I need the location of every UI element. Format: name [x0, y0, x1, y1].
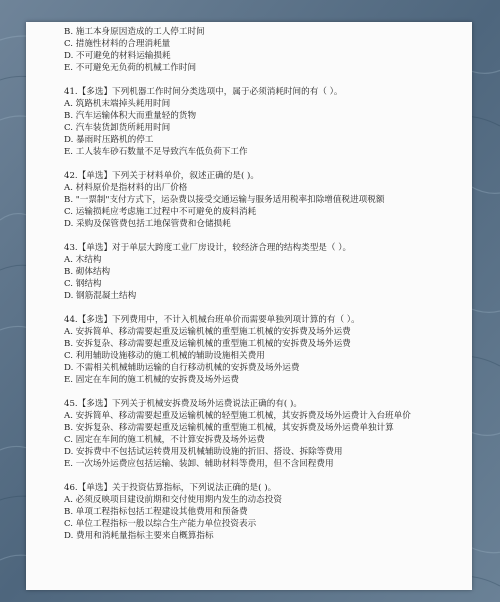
question-42	[64, 170, 464, 230]
option: C. 固定在车间的施工机械，不计算安拆费及场外运费	[64, 435, 265, 445]
option: A. 材料原价是指材料的出厂价格	[64, 183, 188, 193]
option: D. 钢筋混凝土结构	[64, 291, 137, 301]
option: D. 不需相关机械辅助运输的自行移动机械的安拆费及场外运费	[64, 363, 300, 373]
question-stem: 44.【多选】下列费用中，不计入机械台班单价而需要单独列项计算的有（ ）。	[64, 315, 360, 325]
option: C. 利用辅助设施移动的施工机械的辅助设施相关费用	[64, 351, 265, 361]
option: E. 工人装车砂石数量不足导致汽车低负荷下工作	[64, 147, 248, 157]
question-stem: 45.【多选】下列关于机械安拆费及场外运费说法正确的有( )。	[64, 399, 302, 409]
question-46	[64, 482, 464, 542]
question-41	[64, 86, 464, 158]
option: B. 单项工程指标包括工程建设其他费用和预备费	[64, 507, 248, 517]
option: C. 钢结构	[64, 279, 102, 289]
carryover-options	[64, 26, 464, 74]
option: D. 安拆费中不包括试运转费用及机械辅助设施的折旧、搭设、拆除等费用	[64, 447, 343, 457]
question-list	[64, 26, 464, 542]
question-stem: 46.【单选】关于投资估算指标，下列说法正确的是( )。	[64, 483, 277, 493]
option: D. 费用和消耗量指标主要来自概算指标	[64, 531, 214, 541]
option: A. 安拆简单、移动需要起重及运输机械的重型施工机械的安拆费及场外运费	[64, 327, 351, 337]
option: A. 必须反映项目建设前期和交付使用期内发生的动态投资	[64, 495, 282, 505]
option: B. 安拆复杂、移动需要起重及运输机械的重型施工机械的安拆费及场外运费	[64, 339, 351, 349]
option: B. 施工本身原因造成的工人停工时间	[64, 27, 205, 37]
option: A. 安拆简单、移动需要起重及运输机械的轻型施工机械，其安拆费及场外运费计入台班单价	[64, 411, 411, 421]
question-45	[64, 398, 464, 470]
question-stem: 42.【单选】下列关于材料单价，叙述正确的是( )。	[64, 171, 259, 181]
option: A. 木结构	[64, 255, 102, 265]
option: E. 固定在车间的施工机械的安拆费及场外运费	[64, 375, 240, 385]
question-44	[64, 314, 464, 386]
question-stem: 43.【单选】对于单层大跨度工业厂房设计，较经济合理的结构类型是（ ）。	[64, 243, 352, 253]
question-stem: 41.【多选】下列机器工作时间分类选项中，属于必须消耗时间的有（ ）。	[64, 87, 343, 97]
option: B. "一票制"支付方式下，运杂费以接受交通运输与服务适用税率扣除增值税进项税额	[64, 195, 385, 205]
option: D. 采购及保管费包括工地保管费和仓储损耗	[64, 219, 231, 229]
option: B. 安拆复杂、移动需要起重及运输机械的重型施工机械，其安拆费及场外运费单独计算	[64, 423, 394, 433]
option: C. 运输损耗应考虑施工过程中不可避免的废料消耗	[64, 207, 257, 217]
option: B. 汽车运输体积大而重量轻的货物	[64, 111, 197, 121]
option: E. 一次场外运费应包括运输、装卸、辅助材料等费用，但不含回程费用	[64, 459, 334, 469]
option: D. 不可避免的材料运输损耗	[64, 51, 171, 61]
option: E. 不可避免无负荷的机械工作时间	[64, 63, 197, 73]
question-43	[64, 242, 464, 302]
option: D. 暴雨时压路机的停工	[64, 135, 154, 145]
option: C. 措施性材料的合理消耗量	[64, 39, 171, 49]
option: C. 单位工程指标一般以综合生产能力单位投资表示	[64, 519, 257, 529]
option: A. 筑路机末端掉头耗用时间	[64, 99, 171, 109]
option: C. 汽车装货卸货所耗用时间	[64, 123, 171, 133]
option: B. 砌体结构	[64, 267, 111, 277]
